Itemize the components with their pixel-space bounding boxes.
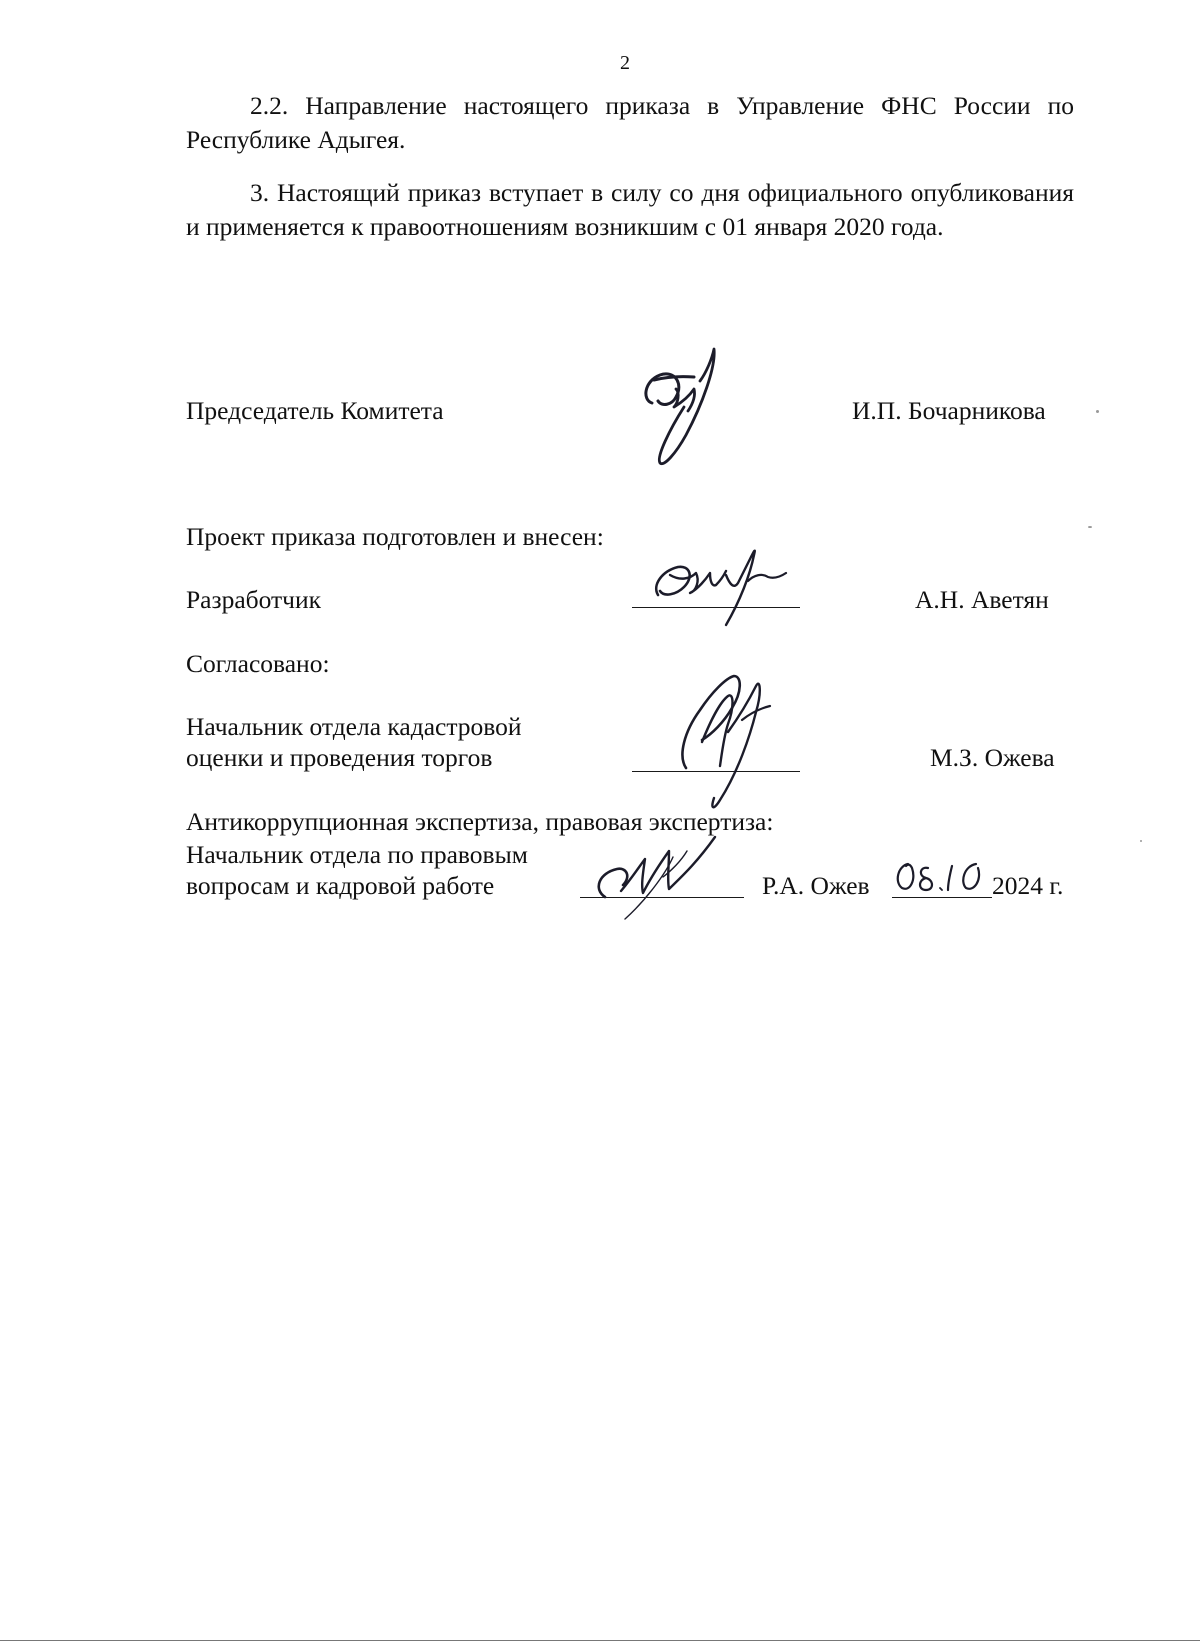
chair-name: И.П. Бочарникова: [852, 396, 1046, 425]
expertise-role-line2: вопросам и кадровой работе: [186, 871, 495, 900]
expertise-heading: Антикоррупционная экспертиза, правовая экспертиза:: [186, 807, 774, 836]
agreed-name: М.З. Ожева: [930, 743, 1055, 772]
chair-signature: [640, 345, 730, 470]
project-heading: Проект приказа подготовлен и внесен:: [186, 522, 604, 551]
developer-name: А.Н. Аветян: [915, 585, 1049, 614]
scan-speck: [1088, 526, 1092, 528]
date-day: [894, 869, 920, 903]
paragraph-2-2: 2.2. Направление настоящего приказа в Управление ФНС России по Республике Адыгея.: [186, 91, 1074, 154]
scan-speck: [1096, 410, 1099, 413]
agreed-role-line2: оценки и проведения торгов: [186, 743, 493, 772]
expertise-role-line1: Начальник отдела по правовым: [186, 840, 528, 869]
expertise-name: Р.А. Ожев: [762, 871, 870, 900]
agreed-role-line1: Начальник отдела кадастровой: [186, 712, 522, 741]
developer-role: Разработчик: [186, 585, 322, 614]
expertise-signature: [585, 815, 725, 925]
date-month: [950, 869, 976, 903]
paragraph-3: 3. Настоящий приказ вступает в силу со дня официального опубликования и применяется к правоотношениям возникшим с 01 января 2020 года.: [186, 178, 1074, 241]
date-year: 2024 г.: [992, 871, 1064, 900]
developer-signature: [650, 545, 800, 635]
scan-bottom-edge: [0, 1640, 1200, 1641]
scan-speck: [1140, 840, 1142, 842]
chair-title: Председатель Комитета: [186, 396, 444, 425]
agreed-signature: [672, 662, 782, 812]
page-number: 2: [620, 52, 630, 74]
agreed-heading: Согласовано:: [186, 649, 330, 678]
